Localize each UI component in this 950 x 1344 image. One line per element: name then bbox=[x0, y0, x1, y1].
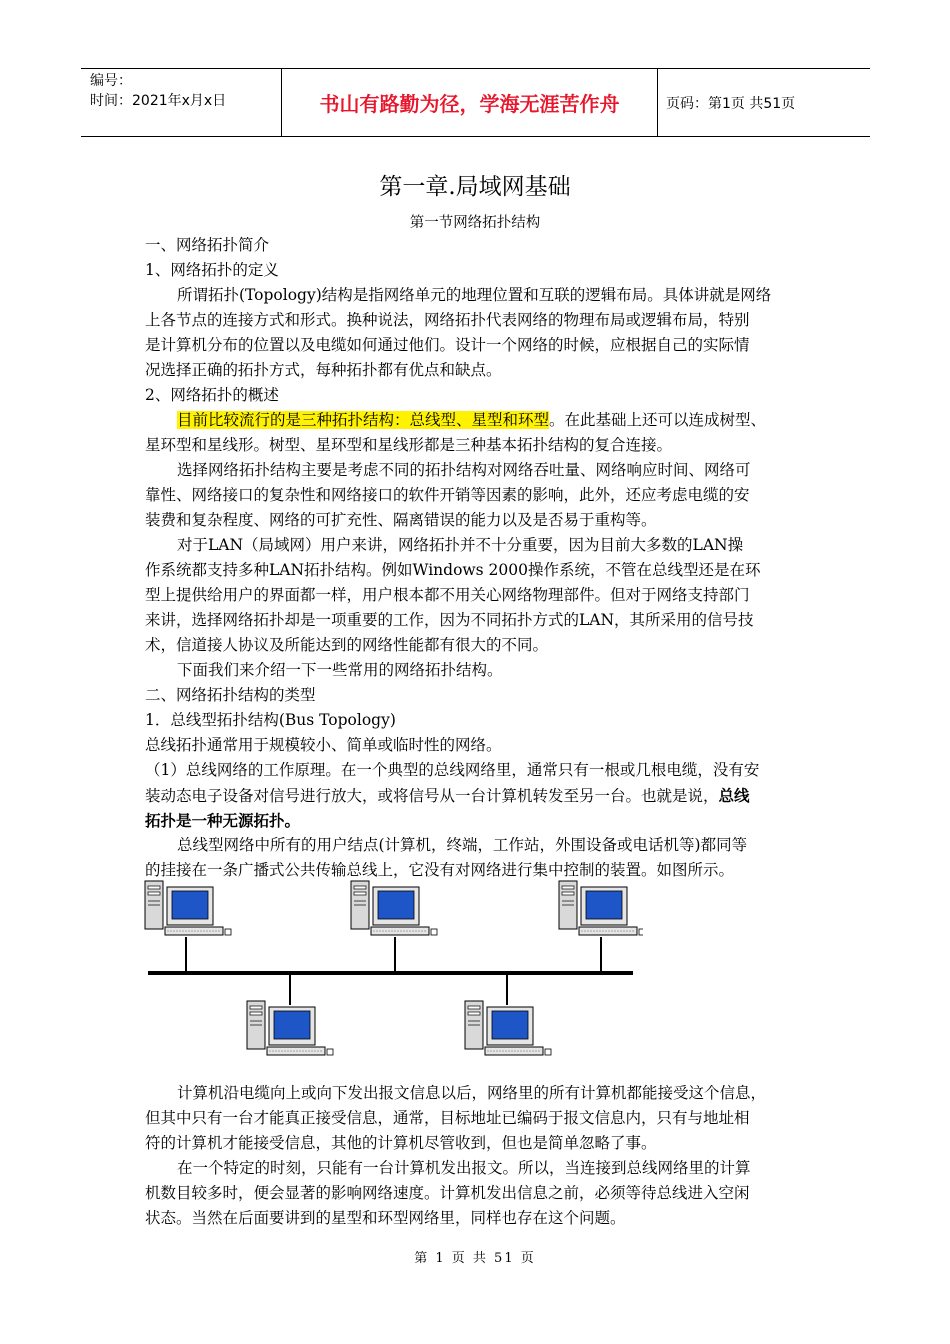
paragraph-line: 靠性、网络接口的复杂性和网络接口的软件开销等因素的影响，此外，还应考虑电缆的安 bbox=[145, 486, 750, 504]
paragraph-line: （1）总线网络的工作原理。在一个典型的总线网络里，通常只有一根或几根电缆，没有安 bbox=[145, 761, 760, 779]
header-motto: 书山有路勤为径，学海无涯苦作舟 bbox=[281, 69, 658, 136]
paragraph-line: 对于LAN（局域网）用户来讲，网络拓扑并不十分重要，因为目前大多数的LAN操 bbox=[177, 536, 744, 554]
heading-2: 二、网络拓扑结构的类型 bbox=[145, 686, 316, 704]
computer-icon bbox=[559, 881, 643, 935]
heading-2-1: 1．总线型拓扑结构(Bus Topology) bbox=[145, 711, 396, 729]
bold-text: 拓扑是一种无源拓扑。 bbox=[145, 811, 301, 830]
paragraph-line: 符的计算机才能接受信息，其他的计算机尽管收到，但也是简单忽略了事。 bbox=[145, 1134, 657, 1152]
paragraph-line: 但其中只有一台才能真正接受信息，通常，目标地址已编码于报文信息内，只有与地址相 bbox=[145, 1109, 750, 1127]
paragraph-line bbox=[145, 783, 825, 809]
paragraph-line bbox=[145, 808, 825, 834]
heading-1-2: 2、网络拓扑的概述 bbox=[145, 386, 279, 404]
paragraph-line: 型上提供给用户的界面都一样，用户根本都不用关心网络物理部件。但对于网络支持部门 bbox=[145, 586, 750, 604]
heading-1-1: 1、网络拓扑的定义 bbox=[145, 261, 279, 279]
paragraph-line: 选择网络拓扑结构主要是考虑不同的拓扑结构对网络吞吐量、网络响应时间、网络可 bbox=[177, 461, 751, 479]
paragraph-line: 所谓拓扑(Topology)结构是指网络单元的地理位置和互联的逻辑布局。具体讲就是网络 bbox=[177, 286, 772, 304]
computer-icon bbox=[351, 881, 437, 935]
paragraph-line: 作系统都支持多种LAN拓扑结构。例如Windows 2000操作系统，不管在总线型还是在环 bbox=[145, 561, 761, 579]
bold-text: 总线 bbox=[718, 786, 750, 805]
section-title: 第一节网络拓扑结构 bbox=[409, 215, 541, 231]
page-footer: 第 1 页 共 51 页 bbox=[414, 1251, 536, 1266]
paragraph-line: 是计算机分布的位置以及电缆如何通过他们。设计一个网络的时候，应根据自己的实际情 bbox=[145, 336, 750, 354]
header-table bbox=[81, 68, 870, 137]
paragraph-text: 装动态电子设备对信号进行放大，或将信号从一台计算机转发至另一台。也就是说， bbox=[145, 787, 719, 805]
paragraph-line: 总线型网络中所有的用户结点(计算机，终端，工作站，外围设备或电话机等)都同等 bbox=[177, 836, 748, 854]
paragraph-line: 来讲，选择网络拓扑却是一项重要的工作，因为不同拓扑方式的LAN，其所采用的信号技 bbox=[145, 611, 754, 629]
paragraph-line: 术，信道接人协议及所能达到的网络性能都有很大的不同。 bbox=[145, 636, 549, 654]
computer-icon bbox=[145, 881, 231, 935]
highlighted-text: 目前比较流行的是三种拓扑结构：总线型、星型和环型 bbox=[177, 411, 550, 429]
paragraph-line bbox=[145, 408, 857, 433]
paragraph-text: 。在此基础上还可以连成树型、 bbox=[549, 411, 767, 429]
header-page-info: 页码：第1页 共51页 bbox=[666, 95, 796, 112]
header-time: 时间：2021年x月x日 bbox=[90, 93, 227, 109]
paragraph-line: 况选择正确的拓扑方式，每种拓扑都有优点和缺点。 bbox=[145, 361, 502, 379]
paragraph-line: 状态。当然在后面要讲到的星型和环型网络里，同样也存在这个问题。 bbox=[145, 1209, 626, 1227]
paragraph-line: 上各节点的连接方式和形式。换种说法，网络拓扑代表网络的物理布局或逻辑布局，特别 bbox=[145, 311, 750, 329]
header-left-cell bbox=[81, 69, 281, 136]
paragraph-line: 装费和复杂程度、网络的可扩充性、隔离错误的能力以及是否易于重构等。 bbox=[145, 511, 657, 529]
header-number: 编号： bbox=[90, 73, 132, 89]
paragraph-line: 下面我们来介绍一下一些常用的网络拓扑结构。 bbox=[177, 661, 503, 679]
computer-icon bbox=[465, 1001, 551, 1055]
heading-1: 一、网络拓扑简介 bbox=[145, 236, 270, 254]
bus-topology-diagram bbox=[143, 875, 643, 1065]
paragraph-line: 机数目较多时，便会显著的影响网络速度。计算机发出信息之前，必须等待总线进入空闲 bbox=[145, 1184, 750, 1202]
paragraph-line: 星环型和星线形。树型、星环型和星线形都是三种基本拓扑结构的复合连接。 bbox=[145, 436, 673, 454]
paragraph-line: 在一个特定的时刻，只能有一台计算机发出报文。所以，当连接到总线网络里的计算 bbox=[177, 1159, 751, 1177]
paragraph-line: 总线拓扑通常用于规模较小、简单或临时性的网络。 bbox=[145, 736, 502, 754]
computer-icon bbox=[247, 1001, 333, 1055]
paragraph-line: 计算机沿电缆向上或向下发出报文信息以后，网络里的所有计算机都能接受这个信息， bbox=[177, 1084, 767, 1102]
chapter-title: 第一章.局域网基础 bbox=[379, 174, 571, 200]
paragraph-line: 的挂接在一条广播式公共传输总线上，它没有对网络进行集中控制的装置。如图所示。 bbox=[145, 861, 735, 879]
